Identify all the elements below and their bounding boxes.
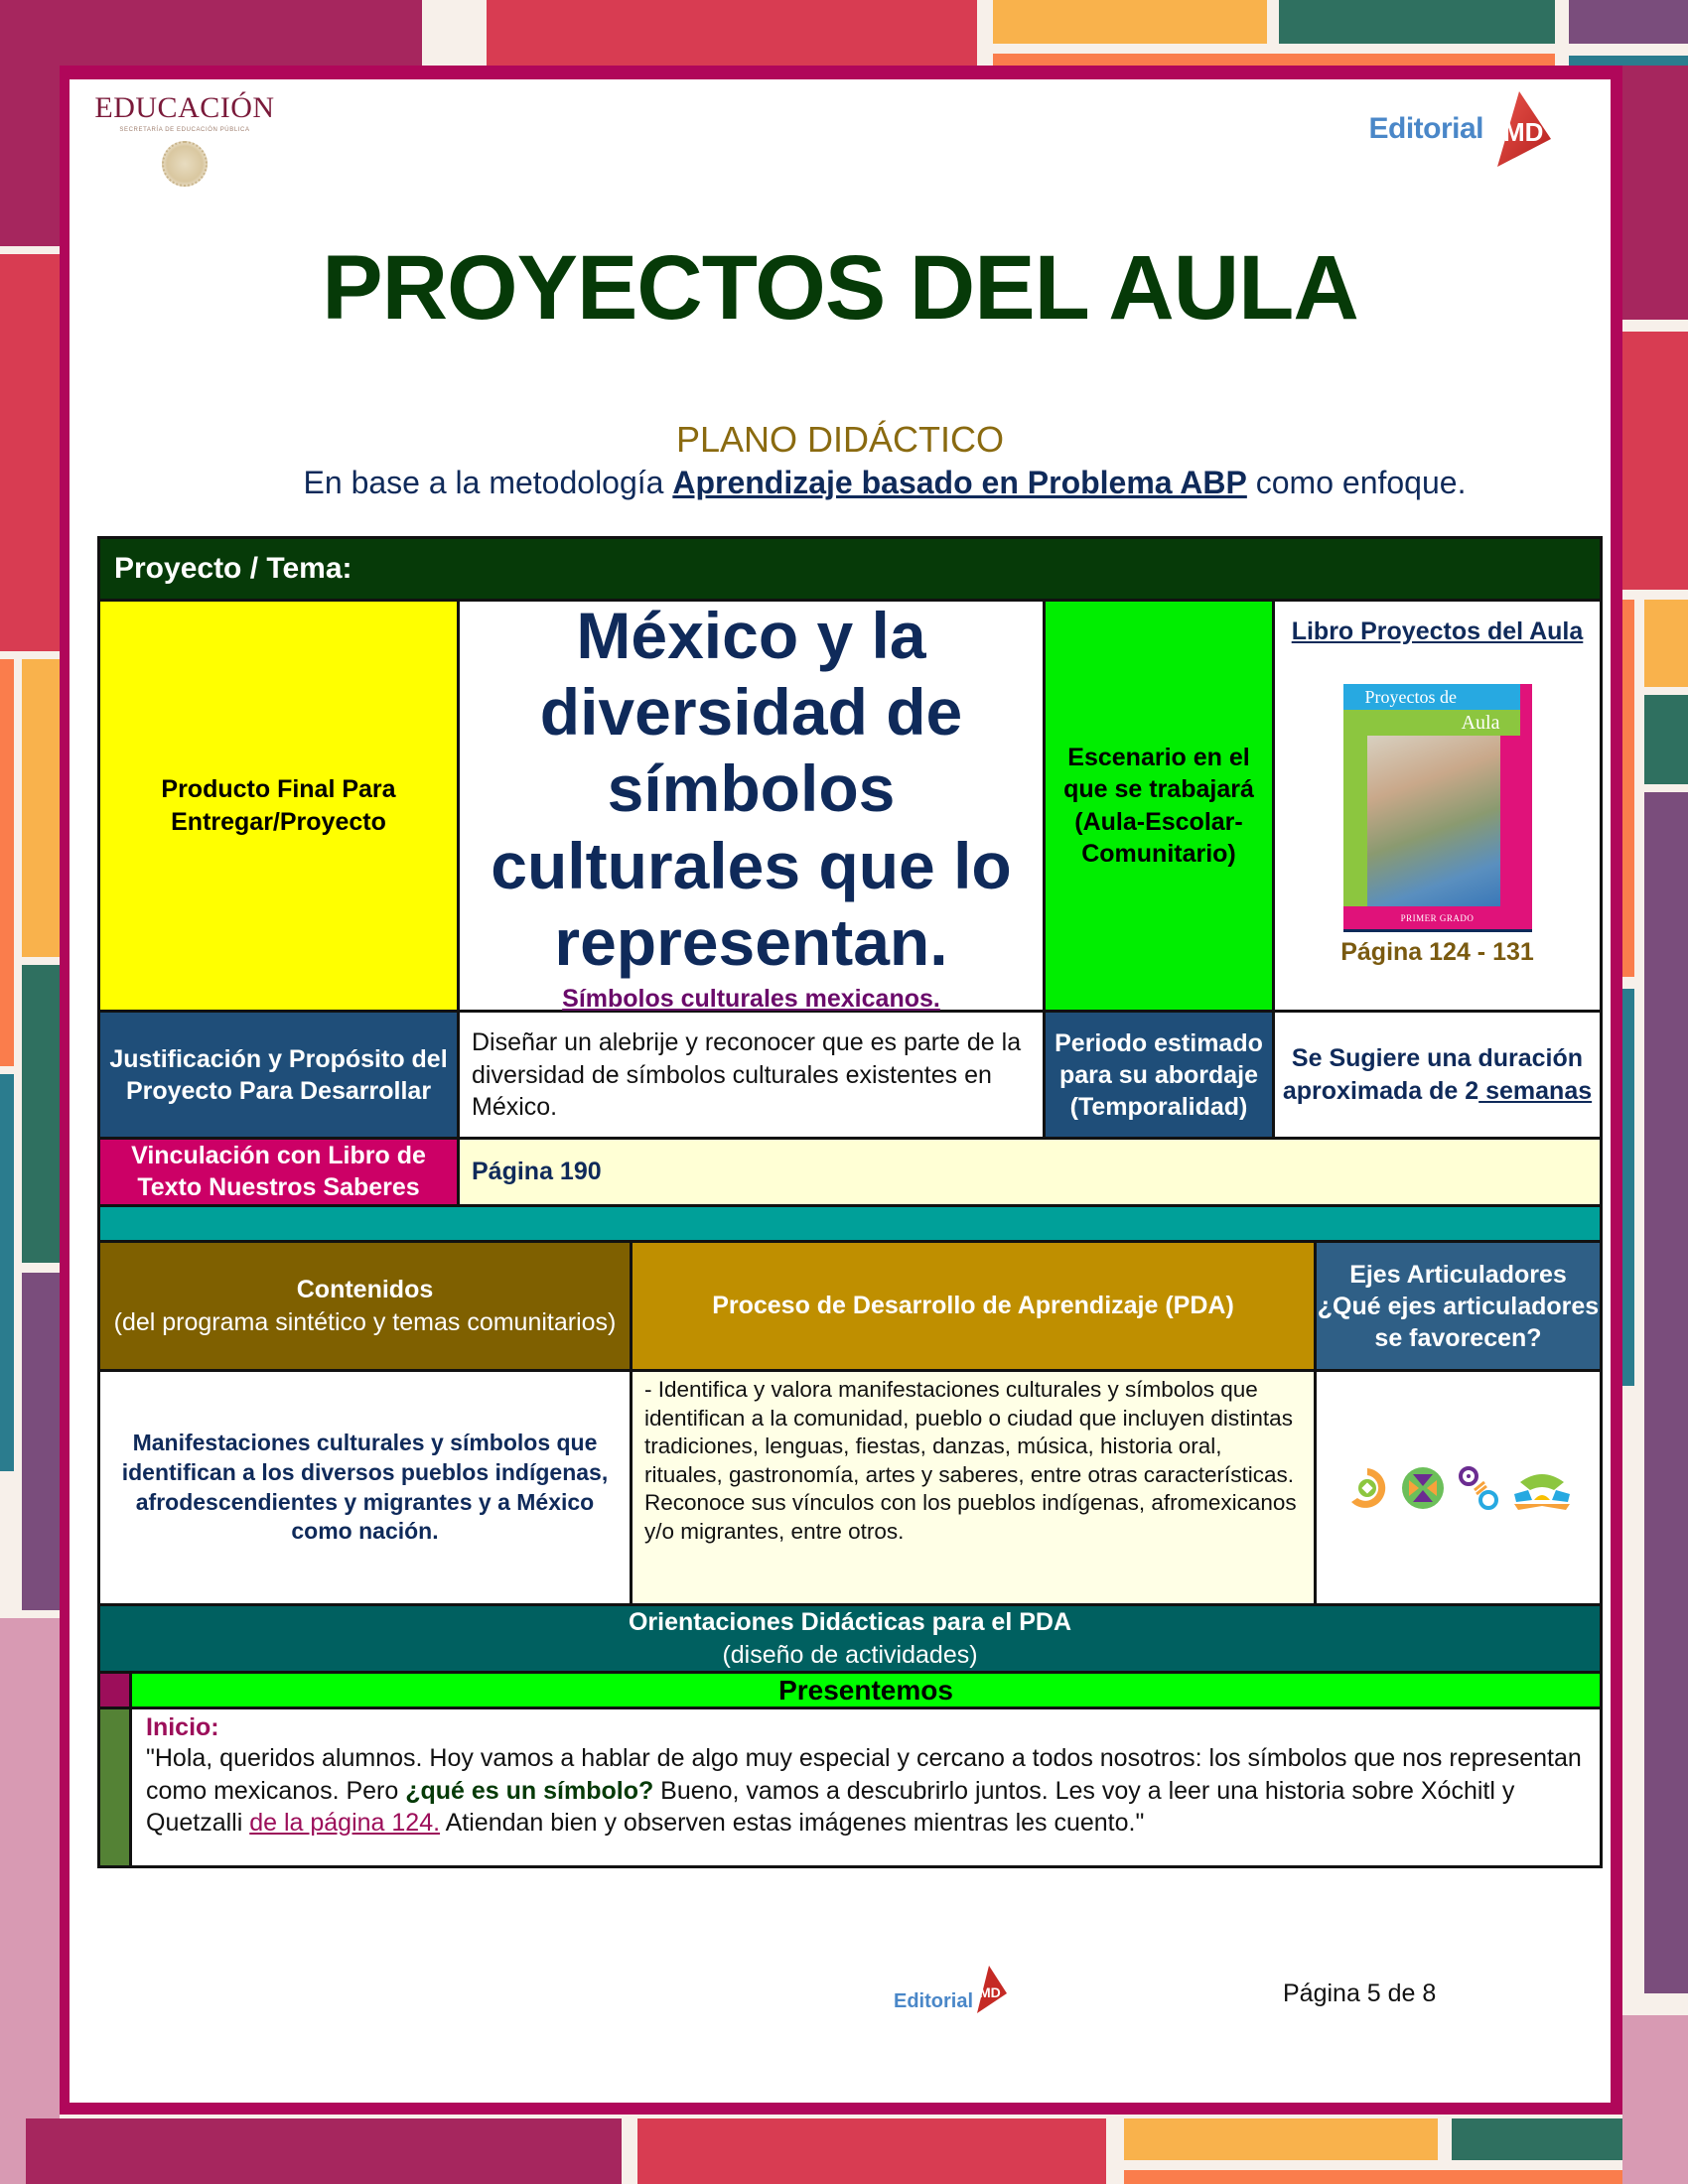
bg-tile <box>1644 792 1688 1993</box>
bg-tile <box>1452 2118 1622 2160</box>
footer-editorial-logo <box>894 1966 1007 2013</box>
national-seal-icon <box>162 141 208 187</box>
axes-header: Ejes Articuladores ¿Qué ejes articuladores se favorecen? <box>1317 1243 1600 1369</box>
justification-label: Justificación y Propósito del Proyecto Para Desarrollar <box>100 1013 460 1137</box>
bg-tile <box>1124 2118 1438 2160</box>
book-cover-illustration <box>1367 736 1500 906</box>
bg-tile <box>1644 600 1688 687</box>
document-page <box>70 79 1611 2103</box>
inicio-side-marker <box>100 1709 132 1865</box>
project-header-row <box>97 536 1603 602</box>
contents-header-row <box>97 1243 1603 1372</box>
justification-row <box>97 1013 1603 1140</box>
book-pages: Página 124 - 131 <box>1340 937 1534 966</box>
axes-icons <box>1317 1372 1600 1603</box>
book-title-link[interactable]: Libro Proyectos del Aula <box>1291 617 1584 645</box>
contents-text: Manifestaciones culturales y símbolos que identifican a los diversos pueblos indígenas, afrodescendientes y migrantes y a México como nación. <box>100 1372 633 1603</box>
inicio-page-link[interactable]: de la página 124. <box>249 1809 441 1837</box>
phase-row <box>97 1674 1603 1709</box>
orientations-header <box>100 1606 1600 1671</box>
bg-tile <box>0 254 60 651</box>
pda-text: - Identifica y valora manifestaciones culturales y símbolos que identifican a la comunidad, pueblo o ciudad que incluyen distintas tradiciones, lenguas, fiestas, danzas, música, historia oral, rituales, gastronomía, artes y saberes, entre otras características. Reconoce sus vínculos con los pueblos indígenas, afromexicanos y/o migrantes, entre otros. <box>633 1372 1317 1603</box>
bg-tile <box>1569 0 1688 44</box>
textbook-link-row <box>97 1140 1603 1207</box>
methodology-line <box>70 465 1611 501</box>
bg-tile <box>22 659 60 957</box>
bg-tile <box>1279 0 1555 44</box>
phase-side-marker <box>100 1674 132 1706</box>
orientations-title: Orientaciones Didácticas para el PDA <box>628 1608 1071 1636</box>
inicio-text <box>146 1742 1586 1840</box>
teal-divider-row <box>97 1207 1603 1243</box>
bg-tile <box>487 0 977 66</box>
contents-header <box>100 1243 633 1369</box>
book-cover-stripe <box>1343 736 1367 906</box>
orientations-row <box>97 1606 1603 1674</box>
book-cover-line2: Aula <box>1343 710 1520 736</box>
inicio-text-1: "Hola, queridos alumnos. Hoy vamos a hablar de algo muy especial y cercano a todos nosotros: los símbolos que nos representan como mexicanos. Pero <box>146 1744 1582 1805</box>
justification-text: Diseñar un alebrije y reconocer que es parte de la diversidad de símbolos culturales existentes en México. <box>460 1013 1046 1137</box>
igualdad-genero-icon <box>1455 1464 1502 1512</box>
sep-logo-subtitle: SECRETARÍA DE EDUCACIÓN PÚBLICA <box>119 127 250 133</box>
book-cell <box>1275 602 1600 1010</box>
product-label: Producto Final Para Entregar/Proyecto <box>100 602 460 1010</box>
bg-tile <box>22 965 60 1263</box>
svg-text:MD: MD <box>1503 117 1544 147</box>
book-cover-grade: PRIMER GRADO <box>1400 912 1475 923</box>
bg-tile <box>26 2118 622 2184</box>
book-cover-line1: Proyectos de <box>1343 684 1520 710</box>
methodology-prefix: En base a la metodología <box>303 465 673 500</box>
duration-unit: semanas <box>1478 1076 1593 1105</box>
pda-header: Proceso de Desarrollo de Aprendizaje (PDA) <box>633 1243 1317 1369</box>
scenario-label: Escenario en el que se trabajará (Aula-Escolar-Comunitario) <box>1046 602 1275 1010</box>
bg-tile <box>0 66 60 246</box>
bg-tile <box>1569 56 1688 66</box>
inicio-row <box>97 1709 1603 1868</box>
bg-tile <box>1622 332 1688 590</box>
bg-tile <box>0 1618 60 2184</box>
footer-logo-text: Editorial <box>894 1990 974 2012</box>
orientations-subtitle: (diseño de actividades) <box>722 1640 978 1669</box>
bg-tile <box>0 1074 14 1471</box>
bg-tile <box>637 2118 1106 2184</box>
bg-tile <box>0 0 422 66</box>
editorial-md-logo <box>1368 89 1553 169</box>
bg-tile <box>22 1273 60 1610</box>
project-table <box>97 536 1603 1868</box>
duration-cell <box>1275 1013 1600 1137</box>
editorial-logo-text: Editorial <box>1368 112 1483 145</box>
md-triangle-icon <box>1489 89 1553 169</box>
page-title: PROYECTOS DEL AULA <box>322 237 1358 339</box>
plan-subtitle: PLANO DIDÁCTICO <box>675 419 1005 460</box>
contents-body-row <box>97 1372 1603 1606</box>
svg-text:MD: MD <box>979 1984 1001 2000</box>
sep-logo <box>85 91 284 187</box>
bg-tile <box>1644 695 1688 784</box>
topic-cell <box>460 598 1046 1014</box>
bg-tile <box>993 54 1555 66</box>
footer-md-triangle-icon <box>973 1966 1007 2013</box>
page-number: Página 5 de 8 <box>1283 1979 1437 2007</box>
bg-tile <box>1622 600 1634 977</box>
duration-prefix: Se Sugiere una duración aproximada de 2 <box>1282 1044 1584 1105</box>
bg-tile <box>993 0 1267 44</box>
phase-label: Presentemos <box>132 1674 1600 1706</box>
textbook-link-page: Página 190 <box>460 1140 1600 1204</box>
bg-tile <box>1622 2015 1688 2184</box>
interculturalidad-icon <box>1399 1464 1447 1512</box>
period-label: Periodo estimado para su abordaje (Temporalidad) <box>1046 1013 1275 1137</box>
bg-tile <box>0 659 14 1066</box>
contents-header-subtitle: (del programa sintético y temas comunitarios) <box>113 1307 617 1336</box>
topic-row <box>97 598 1603 1014</box>
topic-title: México y la diversidad de símbolos culturales que lo representan. <box>491 598 1012 979</box>
sep-logo-word: EDUCACIÓN <box>94 91 275 124</box>
inclusion-icon <box>1343 1464 1391 1512</box>
methodology-link[interactable]: Aprendizaje basado en Problema ABP <box>672 465 1247 500</box>
apropiacion-culturas-icon <box>1510 1464 1574 1512</box>
bg-tile <box>1124 2170 1622 2184</box>
inicio-cell <box>132 1709 1600 1865</box>
methodology-suffix: como enfoque. <box>1246 465 1467 500</box>
bg-tile <box>1622 66 1688 320</box>
inicio-text-3: Atiendan bien y observen estas imágenes mientras les cuento." <box>440 1809 1145 1837</box>
inicio-question: ¿qué es un símbolo? <box>405 1776 654 1805</box>
contents-header-title: Contenidos <box>296 1276 434 1303</box>
bg-tile <box>1622 989 1634 1386</box>
textbook-link-label: Vinculación con Libro de Texto Nuestros Saberes <box>100 1140 460 1204</box>
inicio-label: Inicio: <box>146 1713 219 1741</box>
book-cover-image <box>1343 684 1532 932</box>
project-header-label: Proyecto / Tema: <box>114 552 352 585</box>
inicio-text-2: Bueno, vamos a descubrirlo juntos. Les voy a leer una historia sobre Xóchitl y Quetzalli <box>146 1776 1515 1837</box>
topic-subtitle-link[interactable]: Símbolos culturales mexicanos. <box>562 985 940 1014</box>
